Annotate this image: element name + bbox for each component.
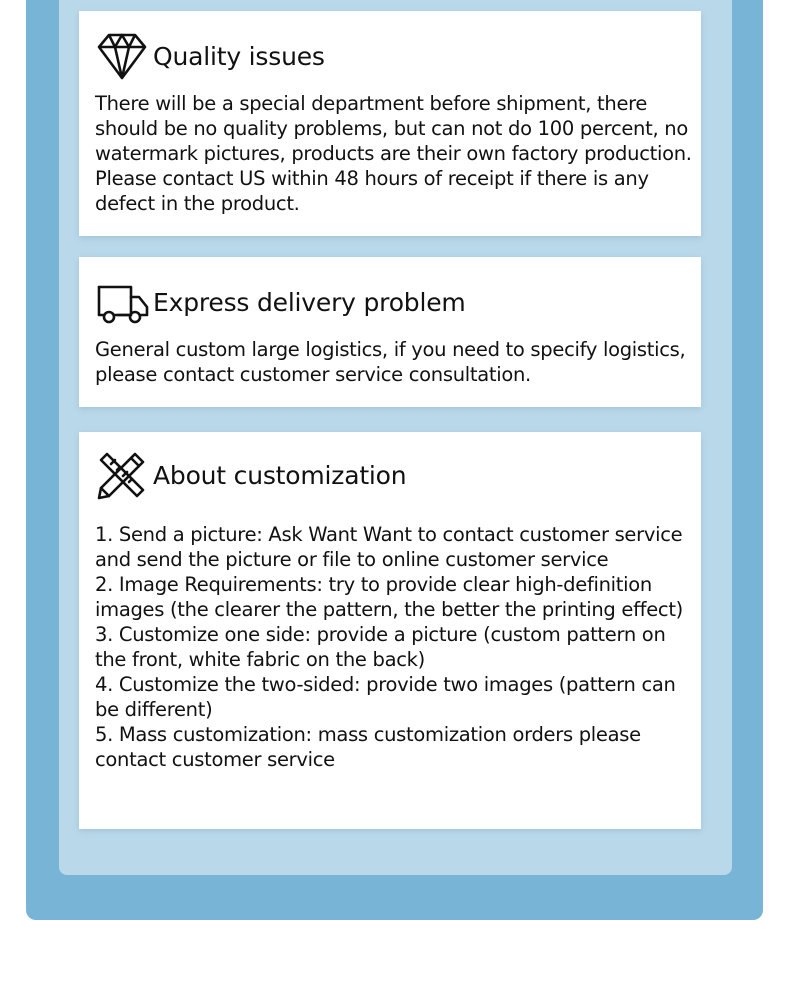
express-delivery-text: General custom large logistics, if you need to specify logistics, please contact customer service consultation. [95, 338, 686, 386]
express-delivery-header [95, 277, 693, 327]
customization-list [95, 522, 693, 772]
customization-item: 2. Image Requirements: try to provide clear high-definition images (the clearer the pattern, the better the printing effect) [95, 573, 683, 621]
customization-item: 4. Customize the two-sided: provide two images (pattern can be different) [95, 673, 676, 721]
customization-card [79, 432, 701, 829]
customization-header [95, 450, 693, 500]
express-delivery-title: Express delivery problem [153, 287, 466, 317]
diamond-icon [95, 31, 149, 81]
customization-title: About customization [153, 460, 407, 490]
quality-issues-title: Quality issues [153, 41, 325, 71]
customization-item: 3. Customize one side: provide a picture (custom pattern on the front, white fabric on the back) [95, 623, 666, 671]
customization-item: 5. Mass customization: mass customization orders please contact customer service [95, 723, 641, 771]
truck-icon [95, 277, 149, 327]
express-delivery-card [79, 257, 701, 407]
customization-item: 1. Send a picture: Ask Want Want to contact customer service and send the picture or file to online customer service [95, 523, 683, 571]
quality-issues-header [95, 31, 693, 81]
pencil-ruler-icon [95, 450, 149, 500]
quality-issues-text: There will be a special department before shipment, there should be no quality problems, but can not do 100 percent, no watermark pictures, products are their own factory production. Please contact US within 48 hours of receipt if there is any defect in the product. [95, 92, 692, 215]
quality-issues-card [79, 11, 701, 236]
